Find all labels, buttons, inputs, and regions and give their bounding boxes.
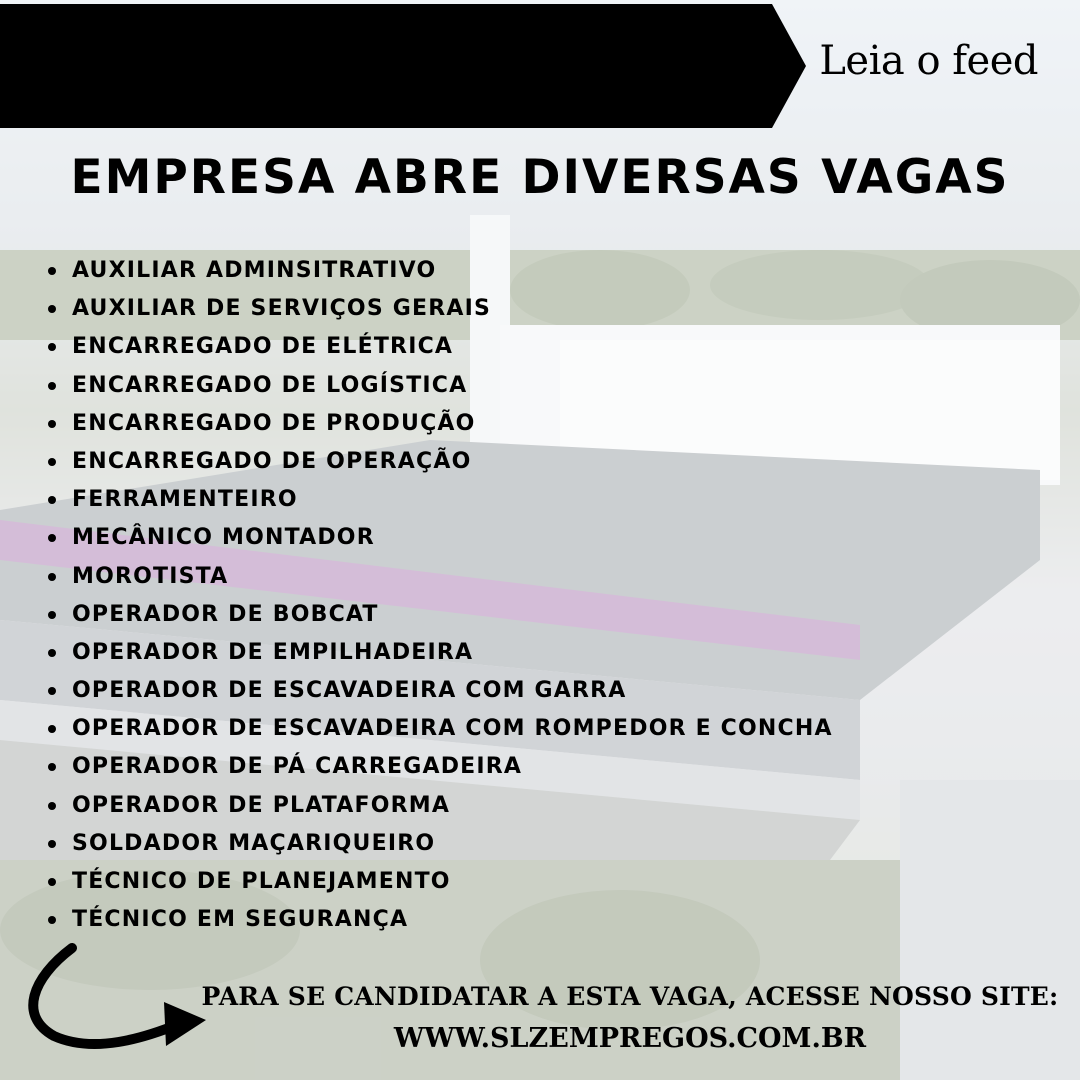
top-banner xyxy=(0,4,806,128)
list-item: MOROTISTA xyxy=(48,560,833,598)
job-list xyxy=(48,254,833,941)
list-item: AUXILIAR DE SERVIÇOS GERAIS xyxy=(48,292,833,330)
list-item: SOLDADOR MAÇARIQUEIRO xyxy=(48,827,833,865)
list-item: OPERADOR DE ESCAVADEIRA COM ROMPEDOR E CONCHA xyxy=(48,712,833,750)
list-item: OPERADOR DE PÁ CARREGADEIRA xyxy=(48,750,833,788)
call-to-action xyxy=(190,978,1070,1060)
list-item: AUXILIAR ADMINSITRATIVO xyxy=(48,254,833,292)
list-item: OPERADOR DE BOBCAT xyxy=(48,598,833,636)
list-item: TÉCNICO EM SEGURANÇA xyxy=(48,903,833,941)
list-item: ENCARREGADO DE OPERAÇÃO xyxy=(48,445,833,483)
website-link[interactable]: WWW.SLZEMPREGOS.COM.BR xyxy=(393,1023,867,1054)
list-item: OPERADOR DE PLATAFORMA xyxy=(48,789,833,827)
cta-text: PARA SE CANDIDATAR A ESTA VAGA, ACESSE NOSSO SITE: xyxy=(201,982,1059,1011)
list-item: TÉCNICO DE PLANEJAMENTO xyxy=(48,865,833,903)
list-item: MECÂNICO MONTADOR xyxy=(48,521,833,559)
list-item: OPERADOR DE ESCAVADEIRA COM GARRA xyxy=(48,674,833,712)
list-item: FERRAMENTEIRO xyxy=(48,483,833,521)
page-title: EMPRESA ABRE DIVERSAS VAGAS xyxy=(70,150,1010,205)
read-feed-label: Leia o feed xyxy=(819,38,1038,84)
list-item: ENCARREGADO DE LOGÍSTICA xyxy=(48,369,833,407)
list-item: ENCARREGADO DE PRODUÇÃO xyxy=(48,407,833,445)
list-item: OPERADOR DE EMPILHADEIRA xyxy=(48,636,833,674)
curved-arrow-icon xyxy=(14,936,214,1066)
list-item: ENCARREGADO DE ELÉTRICA xyxy=(48,330,833,368)
